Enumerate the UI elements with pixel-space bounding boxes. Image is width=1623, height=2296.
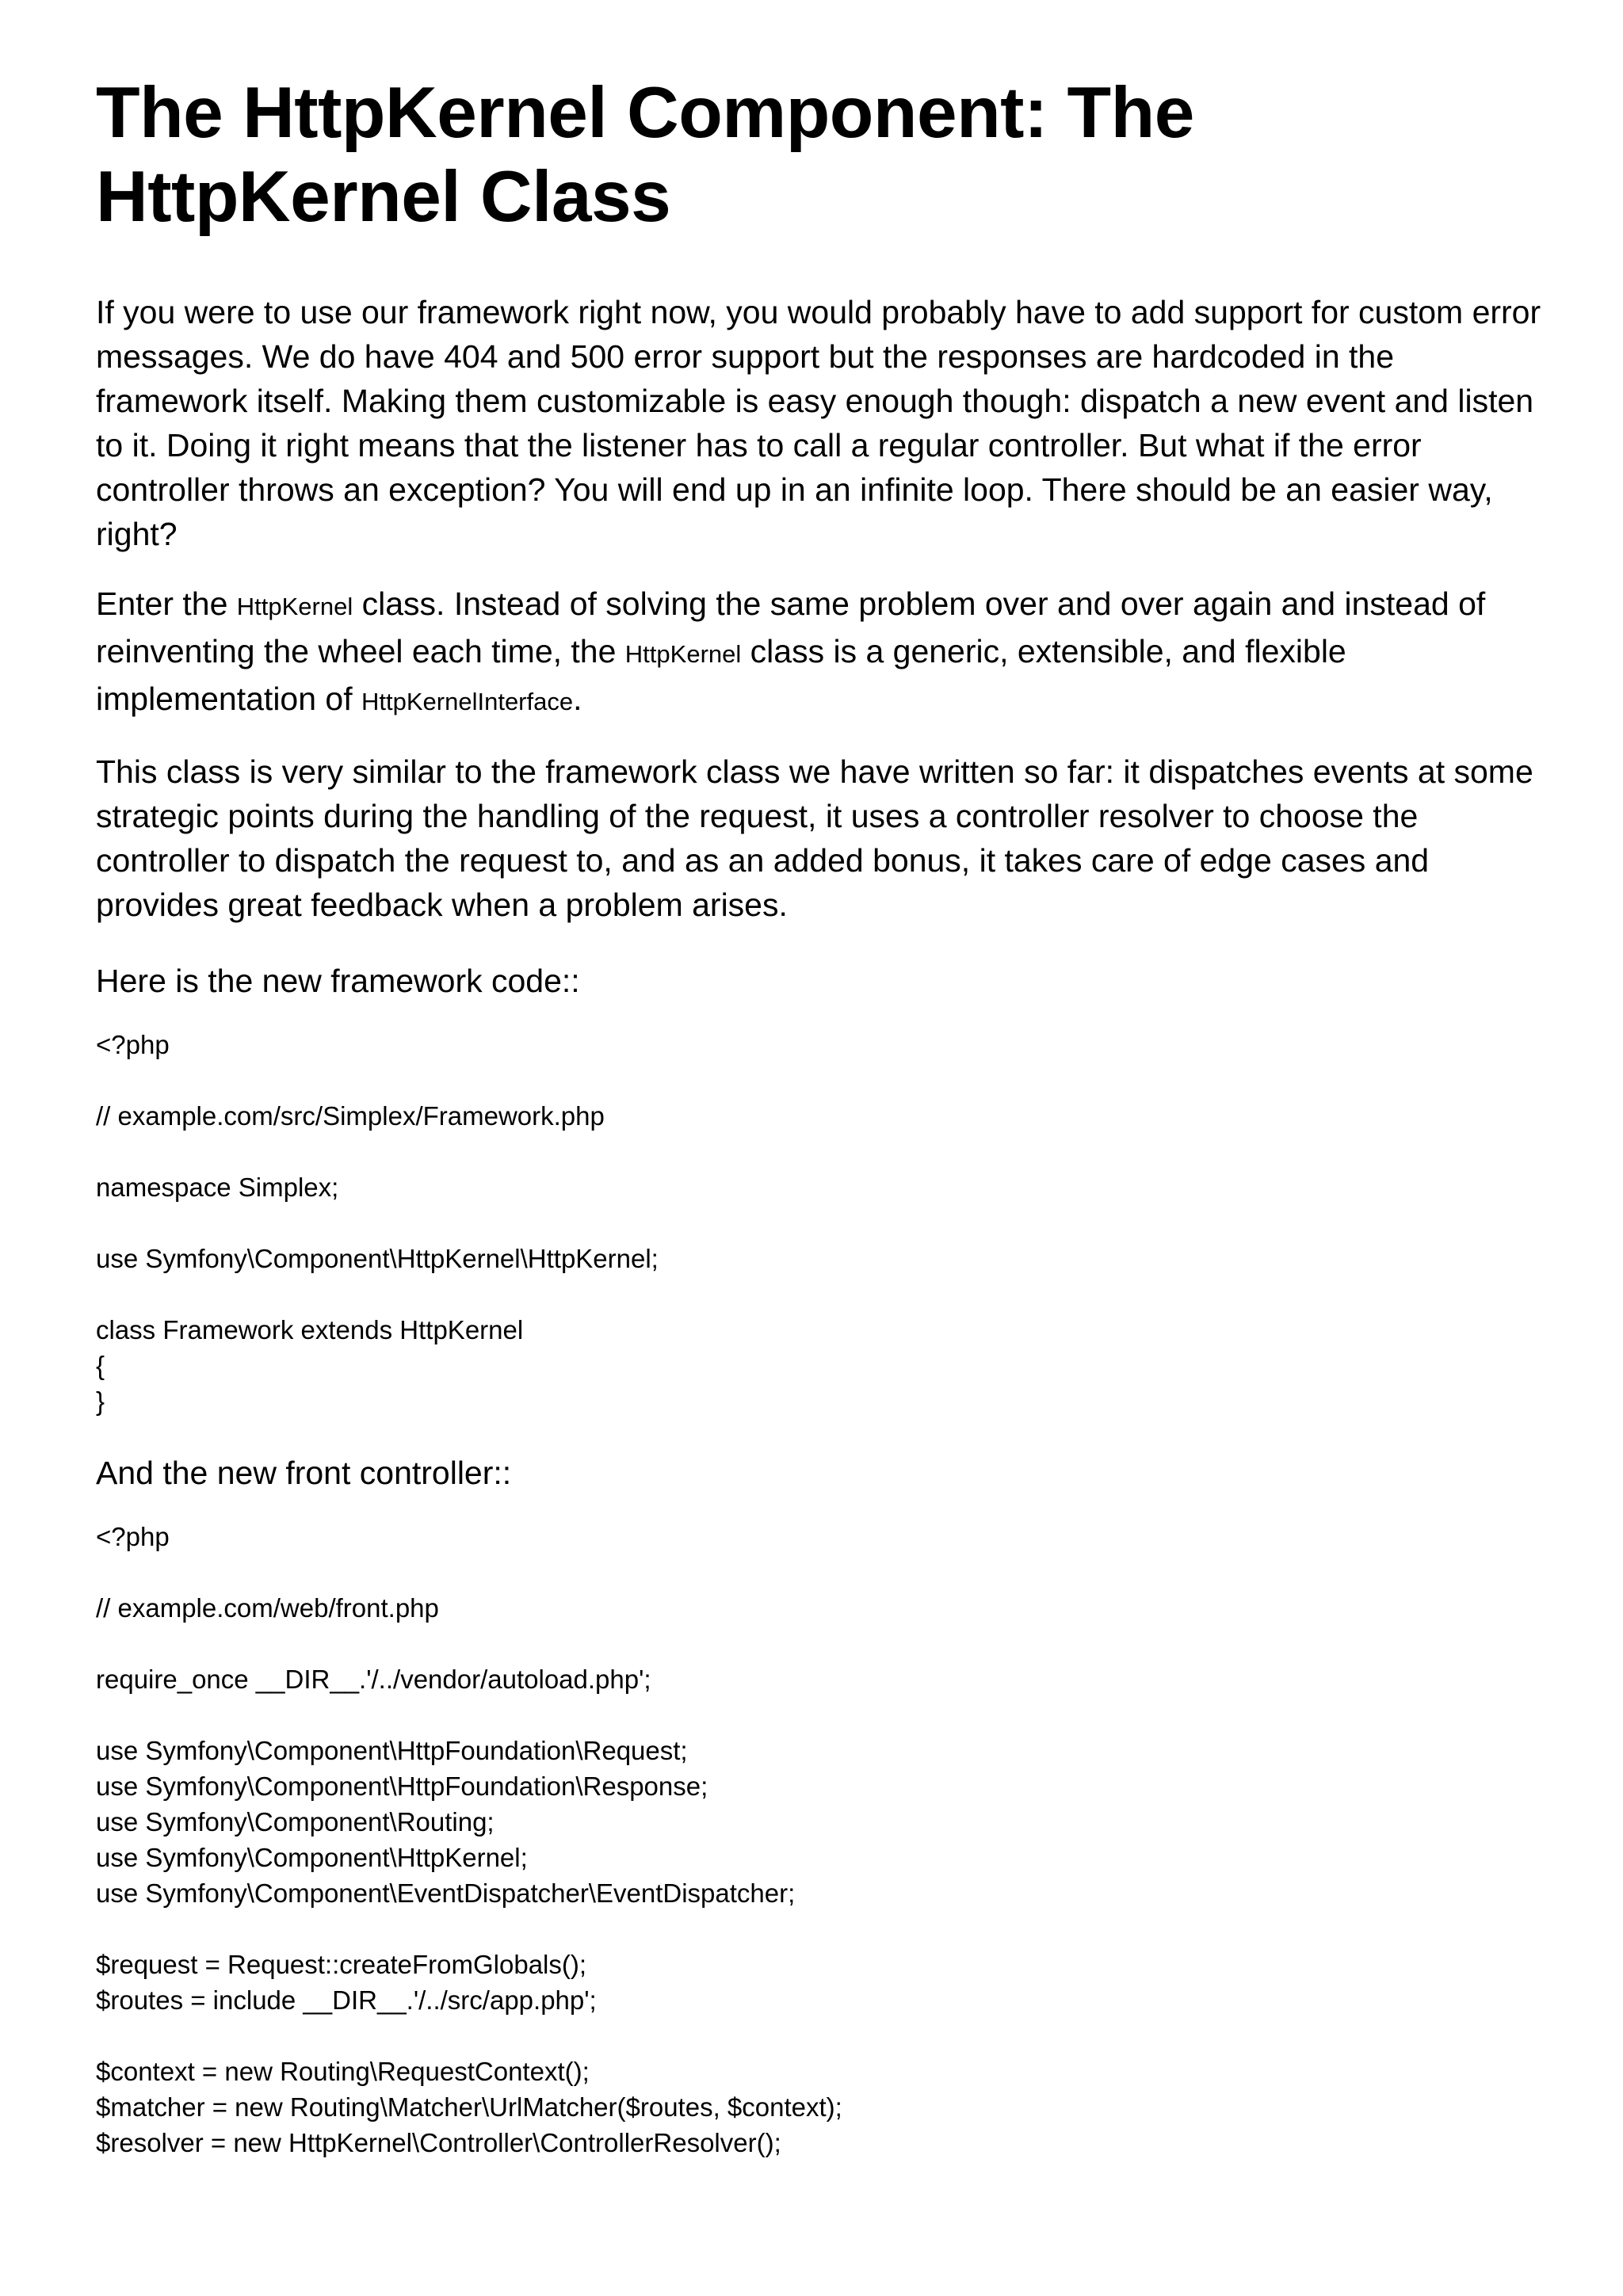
framework-code-intro: Here is the new framework code:: bbox=[96, 963, 580, 999]
code-line: namespace Simplex; bbox=[96, 1173, 339, 1202]
code-line: use Symfony\Component\Routing; bbox=[96, 1807, 495, 1836]
code-line: $context = new Routing\RequestContext(); bbox=[96, 2057, 590, 2086]
framework-code-block bbox=[96, 1027, 1546, 1419]
code-line: require_once __DIR__.'/../vendor/autoload.php'; bbox=[96, 1665, 651, 1694]
code-line: $matcher = new Routing\Matcher\UrlMatcher($routes, $context); bbox=[96, 2092, 842, 2122]
code-line: $routes = include __DIR__.'/../src/app.php'; bbox=[96, 1985, 597, 2015]
inline-code-httpkernel-2: HttpKernel bbox=[624, 640, 742, 668]
front-controller-intro: And the new front controller:: bbox=[96, 1455, 512, 1491]
code-line: $resolver = new HttpKernel\Controller\ControllerResolver(); bbox=[96, 2128, 781, 2157]
httpkernel-para-text-1: Enter the bbox=[96, 585, 237, 622]
code-line: <?php bbox=[96, 1522, 170, 1551]
code-line: { bbox=[96, 1351, 105, 1380]
code-line bbox=[96, 1626, 1546, 1661]
code-line: use Symfony\Component\EventDispatcher\EventDispatcher; bbox=[96, 1878, 796, 1908]
code-line: <?php bbox=[96, 1030, 170, 1059]
inline-code-httpkernel: HttpKernel bbox=[236, 593, 353, 620]
code-line: use Symfony\Component\HttpKernel; bbox=[96, 1843, 528, 1872]
document-page bbox=[96, 71, 1546, 2161]
class-description-paragraph: This class is very similar to the framework class we have written so far: it dispatches events at some strategic points during the handling of the request, it uses a controller resolver to choose the controller to dispatch the request to, and as an added bonus, it takes care of edge cases and provides great feedback when a problem arises. bbox=[96, 753, 1533, 923]
code-line: use Symfony\Component\HttpKernel\HttpKernel; bbox=[96, 1244, 659, 1273]
code-line: use Symfony\Component\HttpFoundation\Response; bbox=[96, 1772, 708, 1801]
intro-paragraph: If you were to use our framework right now, you would probably have to add support for custom error messages. We do have 404 and 500 error support but the responses are hardcoded in the framework itself. Making them customizable is easy enough though: dispatch a new event and listen to it. Doing it right means that the listener has to call a regular controller. But what if the error controller throws an exception? You will end up in an infinite loop. There should be an easier way, right? bbox=[96, 294, 1541, 552]
page-title: The HttpKernel Component: The HttpKernel Class bbox=[96, 73, 1194, 237]
httpkernel-para-text-2: class. Instead of solving the same problem over and over again and instead of reinventing the wheel each time, the bbox=[96, 585, 1486, 669]
httpkernel-paragraph bbox=[96, 582, 1546, 724]
code-line: // example.com/web/front.php bbox=[96, 1593, 439, 1623]
httpkernel-para-text-4: . bbox=[573, 681, 582, 717]
code-line: class Framework extends HttpKernel bbox=[96, 1315, 524, 1344]
inline-code-httpkernelinterface: HttpKernelInterface bbox=[361, 688, 574, 715]
code-line bbox=[96, 1554, 1546, 1590]
code-line bbox=[96, 1134, 1546, 1169]
code-line bbox=[96, 1697, 1546, 1733]
code-line: use Symfony\Component\HttpFoundation\Request; bbox=[96, 1736, 688, 1765]
code-line bbox=[96, 1276, 1546, 1312]
code-line: // example.com/src/Simplex/Framework.php bbox=[96, 1101, 605, 1131]
httpkernel-para-text-3: class is a generic, extensible, and flexible implementation of bbox=[96, 633, 1346, 717]
code-line bbox=[96, 1911, 1546, 1947]
code-line: $request = Request::createFromGlobals(); bbox=[96, 1950, 587, 1979]
code-line bbox=[96, 2018, 1546, 2054]
code-line: } bbox=[96, 1386, 105, 1416]
front-controller-code-block bbox=[96, 1519, 1546, 2161]
code-line bbox=[96, 1205, 1546, 1241]
code-line bbox=[96, 1062, 1546, 1098]
